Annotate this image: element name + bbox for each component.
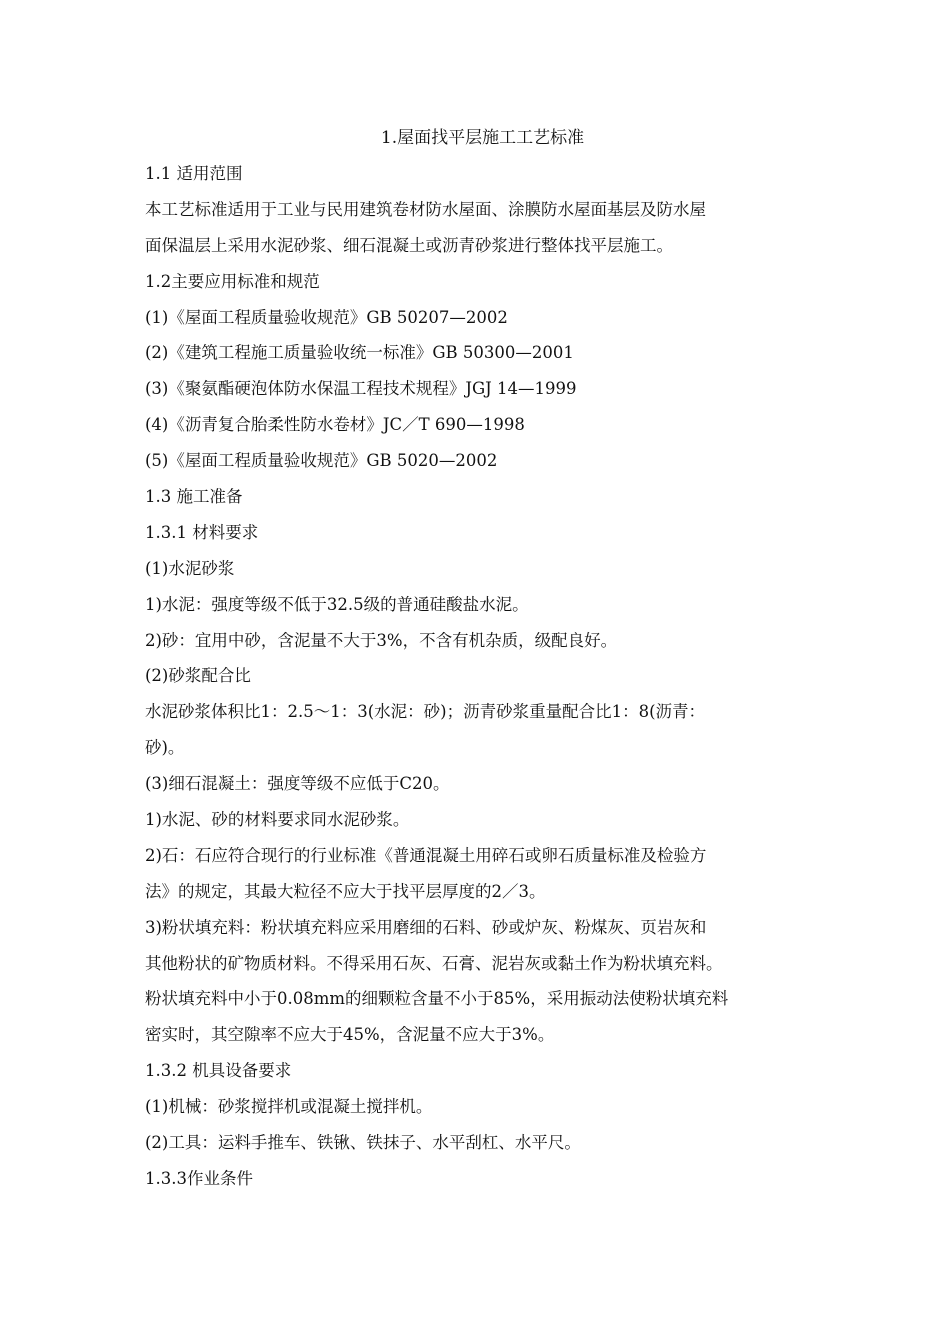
section-1-3-2-heading: 1.3.2 机具设备要求 bbox=[145, 1061, 292, 1081]
fine-aggregate-concrete: (3)细石混凝土：强度等级不应低于C20。 bbox=[145, 774, 450, 794]
filler-line-1: 3)粉状填充料：粉状填充料应采用磨细的石料、砂或炉灰、粉煤灰、页岩灰和 bbox=[145, 917, 707, 937]
document-title: 1.屋面找平层施工工艺标准 bbox=[380, 128, 585, 148]
filler-line-3: 粉状填充料中小于0.08mm的细颗粒含量不小于85%，采用振动法使粉状填充料 bbox=[145, 989, 729, 1009]
equipment-tools: (2)工具：运料手推车、铁锹、铁抹子、水平刮杠、水平尺。 bbox=[145, 1133, 581, 1153]
standard-item-1: (1)《屋面工程质量验收规范》GB 50207—2002 bbox=[145, 307, 508, 327]
section-1-1-heading: 1.1 适用范围 bbox=[145, 164, 243, 183]
section-1-2-heading: 1.2主要应用标准和规范 bbox=[145, 271, 320, 291]
material-cement: 1)水泥：强度等级不低于32.5级的普通硅酸盐水泥。 bbox=[145, 594, 529, 614]
mortar-ratio-line-2: 砂)。 bbox=[145, 738, 185, 758]
mortar-ratio-heading: (2)砂浆配合比 bbox=[145, 666, 251, 686]
material-sand: 2)砂：宜用中砂，含泥量不大于3%，不含有机杂质，级配良好。 bbox=[145, 630, 618, 650]
standard-item-2: (2)《建筑工程施工质量验收统一标准》GB 50300—2001 bbox=[145, 343, 574, 363]
standard-item-4: (4)《沥青复合胎柔性防水卷材》JC／T 690—1998 bbox=[145, 415, 525, 435]
material-cement-mortar: (1)水泥砂浆 bbox=[145, 558, 235, 578]
standard-item-3: (3)《聚氨酯硬泡体防水保温工程技术规程》JGJ 14—1999 bbox=[145, 379, 577, 399]
mortar-ratio-line-1: 水泥砂浆体积比1：2.5～1：3(水泥：砂)；沥青砂浆重量配合比1：8(沥青： bbox=[145, 702, 706, 722]
equipment-machinery: (1)机械：砂浆搅拌机或混凝土搅拌机。 bbox=[145, 1097, 433, 1117]
filler-line-4: 密实时，其空隙率不应大于45%，含泥量不应大于3%。 bbox=[145, 1025, 555, 1045]
standard-item-5: (5)《屋面工程质量验收规范》GB 5020—2002 bbox=[145, 451, 498, 471]
section-1-3-heading: 1.3 施工准备 bbox=[145, 487, 243, 507]
document-body bbox=[145, 120, 810, 1197]
concrete-stone-line-2: 法》的规定，其最大粒径不应大于找平层厚度的2／3。 bbox=[145, 881, 546, 901]
filler-line-2: 其他粉状的矿物质材料。不得采用石灰、石膏、泥岩灰或黏土作为粉状填充料。 bbox=[145, 953, 723, 973]
concrete-cement-sand: 1)水泥、砂的材料要求同水泥砂浆。 bbox=[145, 810, 410, 830]
scope-paragraph-line-2: 面保温层上采用水泥砂浆、细石混凝土或沥青砂浆进行整体找平层施工。 bbox=[145, 235, 673, 255]
section-1-3-1-heading: 1.3.1 材料要求 bbox=[145, 522, 259, 542]
section-1-3-3-heading: 1.3.3作业条件 bbox=[145, 1168, 253, 1188]
scope-paragraph-line-1: 本工艺标准适用于工业与民用建筑卷材防水屋面、涂膜防水屋面基层及防水屋 bbox=[145, 199, 706, 219]
concrete-stone-line-1: 2)石：石应符合现行的行业标准《普通混凝土用碎石或卵石质量标准及检验方 bbox=[145, 845, 707, 865]
